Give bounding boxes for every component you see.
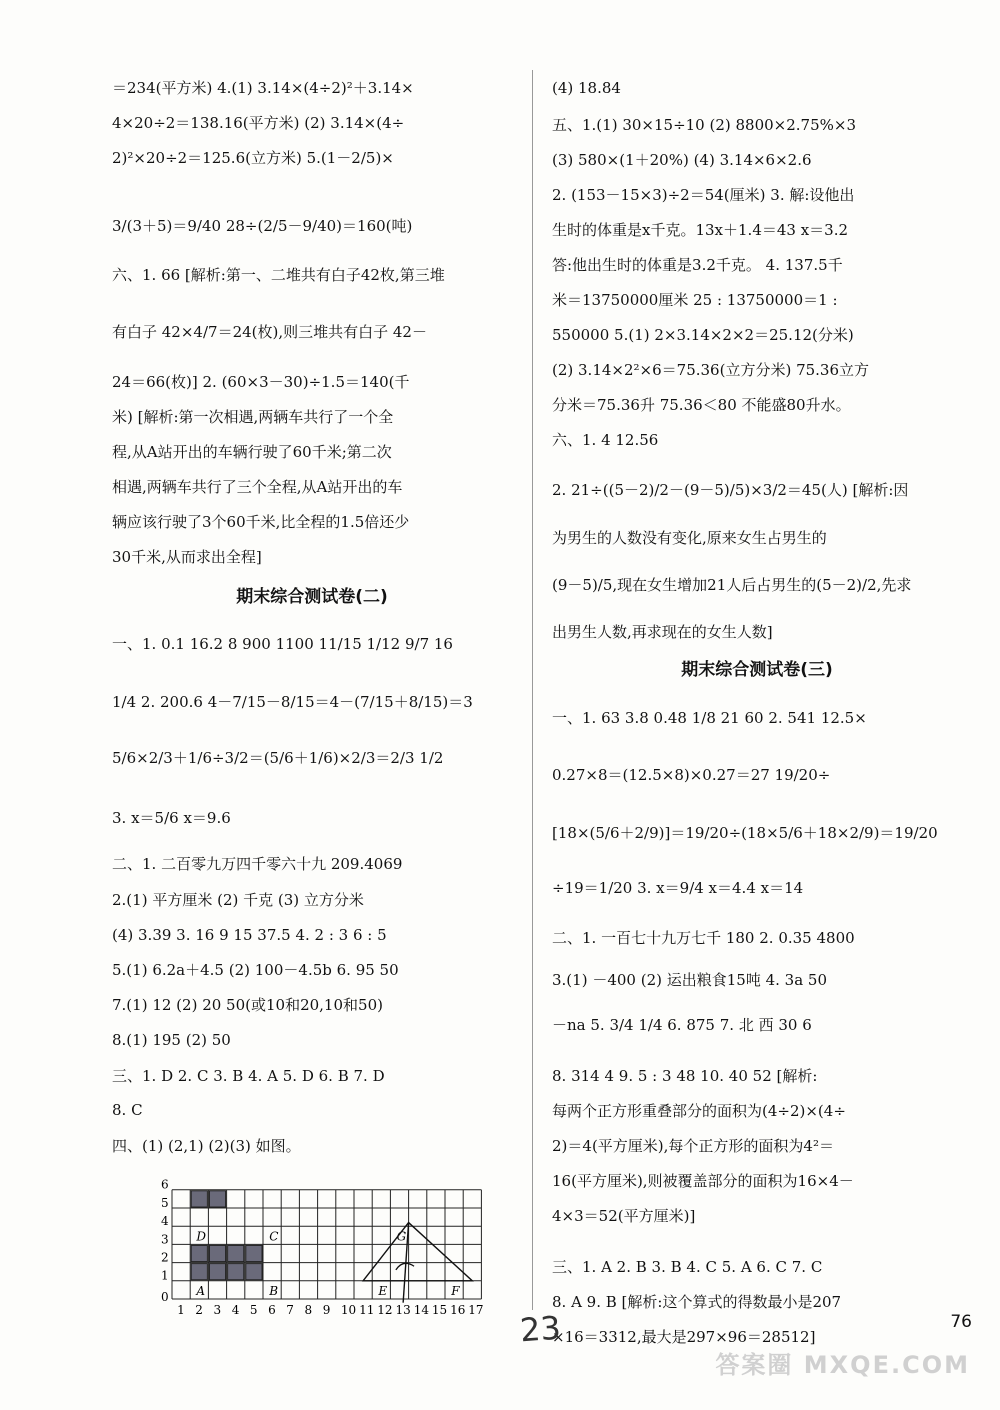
left-line: (4) 3.39 3. 16 9 15 37.5 4. 2 : 3 6 : 5 — [112, 926, 387, 944]
shaded-square — [246, 1264, 262, 1280]
right-line: (4) 18.84 — [552, 79, 621, 97]
right-line: (3) 580×(1＋20%) (4) 3.14×6×2.6 — [552, 151, 812, 169]
right-line: 六、1. 4 12.56 — [552, 431, 659, 449]
x-tick-label: 4 — [231, 1303, 240, 1317]
y-tick-label: 0 — [161, 1290, 169, 1304]
x-tick-label: 8 — [304, 1303, 313, 1317]
x-tick-label: 14 — [413, 1303, 429, 1317]
shaded-square — [228, 1245, 244, 1261]
right-line: 4×3＝52(平方厘米)] — [552, 1207, 696, 1225]
shaded-square — [246, 1245, 262, 1261]
column-divider — [532, 70, 533, 1310]
shaded-square — [191, 1264, 207, 1280]
right-line: 二、1. 一百七十九万七千 180 2. 0.35 4800 — [552, 929, 855, 947]
point-label-c: C — [269, 1229, 279, 1244]
x-tick-label: 7 — [286, 1303, 294, 1317]
x-tick-label: 11 — [359, 1303, 375, 1317]
right-line: 分米＝75.36升 75.36＜80 不能盛80升水。 — [552, 396, 851, 414]
left-line: 二、1. 二百零九万四千零六十九 209.4069 — [112, 855, 403, 873]
shaded-square — [209, 1191, 225, 1207]
left-line: 三、1. D 2. C 3. B 4. A 5. D 6. B 7. D — [112, 1067, 385, 1085]
right-line: 0.27×8＝(12.5×8)×0.27＝27 19/20÷ — [552, 766, 831, 784]
section-title-2: 期末综合测试卷(二) — [236, 587, 388, 607]
grid-svg — [40, 1095, 490, 1325]
left-line: 7.(1) 12 (2) 20 50(或10和20,10和50) — [112, 996, 383, 1014]
left-line: 30千米,从而求出全程] — [112, 548, 262, 566]
y-tick-label: 5 — [161, 1195, 169, 1210]
left-line: 24＝66(枚)] 2. (60×3－30)÷1.5＝140(千 — [112, 373, 410, 391]
right-line: 3.(1) －400 (2) 运出粮食15吨 4. 3a 50 — [552, 971, 828, 989]
left-line: 2.(1) 平方厘米 (2) 千克 (3) 立方分米 — [112, 891, 364, 909]
left-line: 5/6×2/3＋1/6÷3/2＝(5/6＋1/6)×2/3＝2/3 1/2 — [112, 749, 444, 767]
point-label-f: F — [451, 1284, 460, 1298]
right-line: (9－5)/5,现在女生增加21人后占男生的(5－2)/2,先求 — [552, 576, 912, 594]
coordinate-grid-figure — [40, 1095, 490, 1329]
right-line: 米＝13750000厘米 25 : 13750000＝1 : — [552, 291, 838, 309]
right-line: 2. (153－15×3)÷2＝54(厘米) 3. 解:设他出 — [552, 186, 855, 204]
x-tick-label: 10 — [340, 1303, 357, 1317]
right-line: 为男生的人数没有变化,原来女生占男生的 — [552, 529, 827, 547]
shaded-square — [191, 1245, 207, 1261]
point-label-g: G — [396, 1229, 407, 1244]
point-label-e: E — [378, 1284, 388, 1298]
shaded-square — [228, 1264, 244, 1280]
point-label-d: D — [196, 1229, 207, 1244]
right-line: 550000 5.(1) 2×3.14×2×2＝25.12(分米) — [552, 326, 854, 344]
left-line: 8. C — [112, 1101, 143, 1119]
shaded-square — [209, 1245, 225, 1261]
right-line: 8. 314 4 9. 5 : 3 48 10. 40 52 [解析: — [552, 1067, 818, 1085]
page-number: 76 — [950, 1312, 972, 1332]
right-line: ÷19＝1/20 3. x＝9/4 x＝4.4 x＝14 — [552, 879, 804, 897]
x-tick-label: 15 — [431, 1303, 448, 1317]
x-tick-label: 2 — [195, 1303, 203, 1317]
left-line: 米) [解析:第一次相遇,两辆车共行了一个全 — [112, 408, 394, 426]
left-line: 一、1. 0.1 16.2 8 900 1100 11/15 1/12 9/7 16 — [112, 635, 453, 653]
left-line: 8.(1) 195 (2) 50 — [112, 1031, 231, 1049]
x-tick-label: 6 — [268, 1303, 276, 1317]
x-tick-label: 9 — [322, 1303, 331, 1317]
right-line: 三、1. A 2. B 3. B 4. C 5. A 6. C 7. C — [552, 1258, 823, 1276]
shaded-square — [191, 1191, 207, 1207]
shaded-square — [209, 1264, 225, 1280]
x-tick-label: 3 — [213, 1303, 222, 1317]
right-line: 8. A 9. B [解析:这个算式的得数最小是207 — [552, 1293, 842, 1311]
right-line: 16(平方厘米),则被覆盖部分的面积为16×4－ — [552, 1172, 854, 1190]
x-tick-label: 13 — [395, 1303, 411, 1317]
section-title-3: 期末综合测试卷(三) — [681, 660, 833, 680]
right-line: (2) 3.14×2²×6＝75.36(立方分米) 75.36立方 — [552, 361, 870, 379]
right-line: [18×(5/6＋2/9)]＝19/20÷(18×5/6＋18×2/9)＝19/20 — [552, 824, 938, 842]
y-tick-label: 4 — [161, 1214, 169, 1229]
x-tick-label: 12 — [377, 1303, 393, 1317]
left-line: 5.(1) 6.2a＋4.5 (2) 100－4.5b 6. 95 50 — [112, 961, 399, 979]
left-line: 4×20÷2＝138.16(平方米) (2) 3.14×(4÷ — [112, 114, 405, 132]
left-line: 程,从A站开出的车辆行驶了60千米;第二次 — [112, 443, 392, 461]
left-line: 辆应该行驶了3个60千米,比全程的1.5倍还少 — [112, 513, 410, 531]
watermark: 答案圈 MXQE.COM — [715, 1351, 970, 1379]
y-tick-label: 6 — [161, 1177, 169, 1192]
right-line: ×16＝3312,最大是297×96＝28512] — [552, 1328, 816, 1346]
x-tick-label: 17 — [468, 1303, 484, 1317]
left-line: 相遇,两辆车共行了三个全程,从A站开出的车 — [112, 478, 403, 496]
right-line: 2)＝4(平方厘米),每个正方形的面积为4²＝ — [552, 1137, 834, 1155]
y-tick-label: 2 — [161, 1250, 169, 1265]
left-line: 有白子 42×4/7＝24(枚),则三堆共有白子 42－ — [112, 323, 427, 341]
left-line: 六、1. 66 [解析:第一、二堆共有白子42枚,第三堆 — [112, 266, 445, 284]
left-line: 四、(1) (2,1) (2)(3) 如图。 — [112, 1137, 301, 1155]
left-line: 2)²×20÷2＝125.6(立方米) 5.(1－2/5)× — [112, 149, 394, 167]
right-line: 出男生人数,再求现在的女生人数] — [552, 623, 773, 641]
left-line: 3/(3＋5)＝9/40 28÷(2/5－9/40)＝160(吨) — [112, 217, 413, 235]
right-line: 答:他出生时的体重是3.2千克。 4. 137.5千 — [552, 256, 843, 274]
triangle-outline — [363, 1223, 472, 1281]
right-line: 每两个正方形重叠部分的面积为(4÷2)×(4÷ — [552, 1102, 846, 1120]
y-tick-label: 1 — [161, 1268, 169, 1283]
right-line: －na 5. 3/4 1/4 6. 875 7. 北 西 30 6 — [552, 1016, 812, 1034]
right-line: 五、1.(1) 30×15÷10 (2) 8800×2.75%×3 — [552, 116, 857, 134]
right-line: 生时的体重是x千克。13x＋1.4＝43 x＝3.2 — [552, 221, 849, 239]
handwritten-note: 23 — [518, 1308, 562, 1350]
point-label-a: A — [196, 1284, 206, 1298]
right-line: 2. 21÷((5－2)/2－(9－5)/5)×3/2＝45(人) [解析:因 — [552, 481, 909, 499]
right-line: 一、1. 63 3.8 0.48 1/8 21 60 2. 541 12.5× — [552, 709, 867, 727]
left-line: 3. x＝5/6 x＝9.6 — [112, 809, 231, 827]
left-line: ＝234(平方米) 4.(1) 3.14×(4÷2)²＋3.14× — [112, 79, 414, 97]
y-tick-label: 3 — [161, 1232, 169, 1247]
x-tick-label: 16 — [450, 1303, 466, 1317]
x-tick-label: 1 — [177, 1303, 185, 1317]
point-label-b: B — [269, 1284, 279, 1298]
x-tick-label: 5 — [249, 1303, 258, 1317]
left-line: 1/4 2. 200.6 4－7/15－8/15＝4－(7/15＋8/15)＝3 — [112, 693, 473, 711]
